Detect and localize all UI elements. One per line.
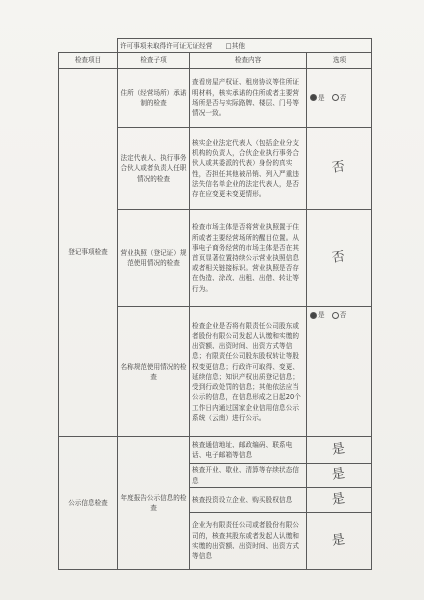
option-yes-label: 是 [318, 311, 325, 320]
sub-item: 名称规范使用情况的检查 [118, 307, 190, 437]
radio-checked-icon [310, 312, 317, 319]
handwritten-mark: 是 [330, 466, 347, 484]
table-row [59, 68, 372, 127]
top-line: 许可事项未取得许可证无证经营 □其他 [118, 39, 372, 53]
option-cell[interactable] [307, 437, 372, 464]
header-col3: 检查内容 [190, 53, 307, 68]
sub-item: 年度报告公示信息的检查 [118, 437, 190, 570]
check-content: 查看房屋产权证、租房协议等住所证明材料，核实承诺的住所或者主要营场所是否与实际路牌、楼层、门号等情况一致。 [190, 68, 307, 127]
option-no-label: 否 [339, 311, 347, 320]
table-header [59, 53, 372, 68]
inspection-form-table [58, 38, 372, 570]
handwritten-mark: 是 [330, 490, 347, 508]
check-content: 核查投资设立企业、购买股权信息 [190, 488, 307, 513]
radio-checked-icon [310, 94, 317, 101]
sub-item: 法定代表人、执行事务合伙人或者负责人任职情况的检查 [118, 128, 190, 210]
sub-item: 营业执照（登记证）规范使用情况的检查 [118, 210, 190, 307]
handwritten-mark: 否 [330, 249, 347, 267]
option-cell[interactable] [307, 128, 372, 210]
option-yes-label: 是 [318, 93, 325, 102]
section-name: 登记事项检查 [59, 68, 118, 437]
option-no-label: 否 [339, 93, 347, 102]
option-cell[interactable] [307, 464, 372, 488]
check-content: 核查通信地址、邮政编码、联系电话、电子邮箱等信息 [190, 437, 307, 464]
sub-item: 住所（经营场所）承诺制的检查 [118, 68, 190, 127]
check-content: 企业为有限责任公司或者股份有限公司的，核查其股东或者发起人认缴和实缴的出资额、出资时间、出资方式等信息 [190, 512, 307, 569]
check-content: 检查企业是否将有限责任公司股东或者股份有限公司发起人认缴和实缴的出资额、出资时间、出资方式等信息；有限责任公司股东股权转让等股权变更信息；行政许可取得、变更、延续信息；知识产权出质登记信息；受到行政处罚的信息；其他依法应当公示的信息，在信息形成之日起20个工作日内通过国家企业信用信息公示系统（云南）进行公示。 [190, 307, 307, 437]
header-col1: 检查项目 [59, 53, 118, 68]
header-col4: 选项 [307, 53, 372, 68]
section-name: 公示信息检查 [59, 437, 118, 570]
check-content: 检查市场主体是否将营业执照置于住所或者主要经营场所的醒目位置。从事电子商务经营的市场主体是否在其首页显著位置持续公示营业执照信息或者相关链接标识。营业执照是否存在伪造、涂改、出租、出借、转让等行为。 [190, 210, 307, 307]
option-cell[interactable] [307, 68, 372, 127]
handwritten-mark: 否 [330, 159, 347, 177]
option-cell[interactable] [307, 307, 372, 437]
option-cell[interactable] [307, 210, 372, 307]
header-col2: 检查子项 [118, 53, 190, 68]
check-content: 核查开业、歇业、清算等存续状态信息 [190, 464, 307, 488]
handwritten-mark: 是 [330, 531, 347, 549]
table-row [59, 437, 372, 464]
radio-empty-icon [332, 312, 339, 319]
option-cell[interactable] [307, 488, 372, 513]
handwritten-mark: 是 [330, 441, 347, 459]
option-cell[interactable] [307, 512, 372, 569]
radio-empty-icon [332, 94, 339, 101]
check-content: 核实企业法定代表人（包括企业分支机构的负责人，合伙企业执行事务合伙人或其委派的代表）身份的真实性，否担任其他被吊销、列入严重违法失信名单企业的法定代表人，是否存在应变更未变更情形。 [190, 128, 307, 210]
